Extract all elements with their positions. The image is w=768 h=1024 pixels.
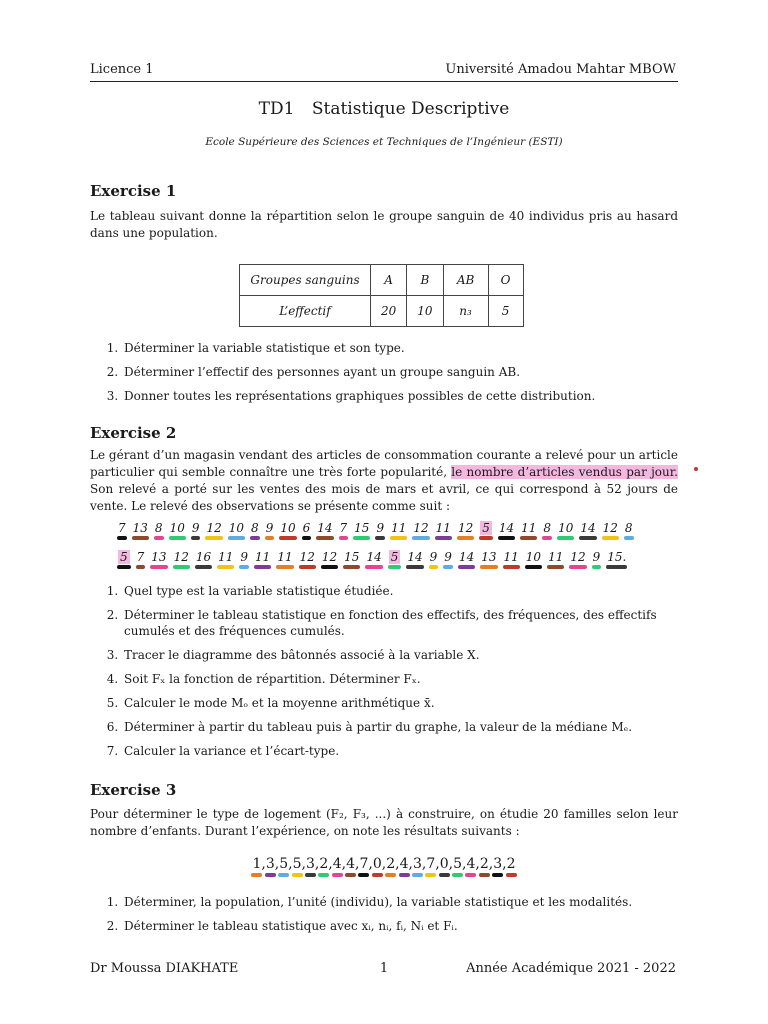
table-cell: A xyxy=(371,265,407,296)
observation-value: 12 xyxy=(413,521,429,535)
observation-value: 14 xyxy=(366,550,382,564)
observation-value: 7 xyxy=(339,521,348,535)
separator: , xyxy=(288,856,293,872)
table-cell: 20 xyxy=(371,296,407,327)
observation-value: 0 xyxy=(439,856,449,872)
observation-value: 12 xyxy=(206,521,222,535)
separator: , xyxy=(421,856,427,872)
observation-value: 14 xyxy=(580,521,596,535)
page-title xyxy=(0,99,768,119)
observation-value: 4 xyxy=(466,856,476,872)
separator: , xyxy=(488,856,494,872)
table-row-label: Groupes sanguins xyxy=(240,265,371,296)
footer-author: Dr Moussa DIAKHATE xyxy=(90,961,239,976)
observation-value: 5 xyxy=(482,521,490,535)
observation-value: 14 xyxy=(317,521,333,535)
separator: , xyxy=(448,856,454,872)
observation-value: 12 xyxy=(173,550,189,564)
list-item: 6. Déterminer à partir du tableau puis à partir du graphe, la valeur de la médiane Mₑ. xyxy=(122,719,700,735)
observation-value: 12 xyxy=(457,521,474,535)
exercise3-title: Exercise 3 xyxy=(90,781,177,799)
observation-value: 2 xyxy=(386,856,396,872)
observation-value: 9 xyxy=(592,550,601,564)
observation-value: 15 xyxy=(354,521,370,535)
observation-value: 5 xyxy=(292,856,302,872)
margin-dot xyxy=(694,467,698,471)
observation-value: 3 xyxy=(265,856,275,872)
observation-value: 5 xyxy=(453,856,463,872)
observation-value: 9 xyxy=(376,521,385,535)
separator: , xyxy=(435,856,440,872)
table-cell: n₃ xyxy=(443,296,488,327)
exercise3-questions xyxy=(100,894,700,942)
separator: , xyxy=(502,856,507,872)
observations-row-1 xyxy=(118,521,640,535)
title-code: TD1 xyxy=(258,99,295,119)
exercise1-title: Exercise 1 xyxy=(90,182,177,200)
observation-value: 5 xyxy=(390,550,399,564)
exercise2-questions xyxy=(100,583,700,767)
separator: , xyxy=(301,856,306,872)
observation-value: 11 xyxy=(391,521,407,535)
observation-value: 8 xyxy=(624,521,633,535)
intro-text: Le gérant d’un magasin vendant des articles de consommation courante a relevé pour un article particulier qui semble connaître une très forte popularité, xyxy=(90,448,678,479)
observation-value: 12 xyxy=(570,550,586,564)
table-cell: O xyxy=(488,265,523,296)
observation-value: 11 xyxy=(435,521,451,535)
observation-value: 4 xyxy=(399,856,409,872)
observation-value: 15. xyxy=(607,550,627,564)
observation-value: 7 xyxy=(118,521,126,535)
observation-value: 10 xyxy=(228,521,245,535)
observation-value: 10 xyxy=(280,521,296,535)
list-item: 7. Calculer la variance et l’écart-type. xyxy=(122,743,700,759)
observation-value: 9 xyxy=(429,550,438,564)
list-item: 1. Déterminer, la population, l’unité (individu), la variable statistique et les modalités. xyxy=(122,894,700,910)
list-item: 5. Calculer le mode Mₒ et la moyenne arithmétique x̄. xyxy=(122,695,700,711)
separator: , xyxy=(395,856,400,872)
observation-value: 4 xyxy=(346,856,356,872)
list-item: 2. Déterminer le tableau statistique en fonction des effectifs, des fréquences, des effectifs cumulés et des fréquences cumulés. xyxy=(122,607,700,639)
separator: , xyxy=(341,856,347,872)
observation-value: 11 xyxy=(255,550,271,564)
separator: , xyxy=(368,856,373,872)
observation-value: 7 xyxy=(426,856,436,872)
exercise2-title: Exercise 2 xyxy=(90,424,177,442)
observation-value: 3 xyxy=(412,856,422,872)
highlighted-text: le nombre d’articles vendus par jour. xyxy=(451,465,678,479)
observation-value: 3 xyxy=(493,856,503,872)
separator: , xyxy=(381,856,387,872)
observation-value: 4 xyxy=(332,856,342,872)
table-cell: 5 xyxy=(488,296,523,327)
intro-text: Son relevé a porté sur les ventes des mois de mars et avril, ce qui correspond à 52 jours de vente. Le relevé des observations se présente comme suit : xyxy=(90,482,678,513)
header-left: Licence 1 xyxy=(90,62,154,77)
page-subtitle: Ecole Supérieure des Sciences et Techniques de l’Ingénieur (ESTI) xyxy=(205,136,563,148)
observation-value: 11 xyxy=(218,550,234,564)
observation-value: 0 xyxy=(372,856,382,872)
observation-value: 5 xyxy=(120,550,128,564)
footer-page-number: 1 xyxy=(379,961,389,976)
observation-value: 13 xyxy=(481,550,497,564)
observation-value: 11 xyxy=(503,550,519,564)
observation-value: 9 xyxy=(444,550,452,564)
list-item: 1. Déterminer la variable statistique et son type. xyxy=(122,340,700,356)
header-rule xyxy=(90,81,678,82)
list-item: 3. Tracer le diagramme des bâtonnés associé à la variable X. xyxy=(122,647,700,663)
separator: , xyxy=(314,856,320,872)
observation-value: 2 xyxy=(479,856,489,872)
observation-value: 9 xyxy=(265,521,274,535)
list-item: 1. Quel type est la variable statistique étudiée. xyxy=(122,583,700,599)
observation-value: 2 xyxy=(506,856,516,872)
observation-value: 11 xyxy=(521,521,537,535)
observation-value: 9 xyxy=(240,550,249,564)
observation-value: 14 xyxy=(498,521,515,535)
blood-group-table xyxy=(239,264,524,327)
observation-value: 7 xyxy=(136,550,145,564)
title-name: Statistique Descriptive xyxy=(311,99,510,119)
observation-value: 12 xyxy=(602,521,618,535)
observation-value: 8 xyxy=(543,521,552,535)
observation-value: 9 xyxy=(191,521,200,535)
observation-value: 13 xyxy=(132,521,148,535)
observation-value: 14 xyxy=(407,550,423,564)
observation-value: 13 xyxy=(151,550,167,564)
separator: , xyxy=(261,856,266,872)
observation-value: 10 xyxy=(525,550,542,564)
table-cell: 10 xyxy=(407,296,443,327)
exercise1-intro: Le tableau suivant donne la répartition selon le groupe sanguin de 40 individus pris au hasard dans une population. xyxy=(90,209,678,240)
header-right: Université Amadou Mahtar MBOW xyxy=(445,62,676,77)
observation-value: 7 xyxy=(359,856,369,872)
observation-value: 1 xyxy=(252,856,262,872)
separator: , xyxy=(475,856,480,872)
separator: , xyxy=(355,856,360,872)
observation-value: 6 xyxy=(302,521,311,535)
observation-value: 8 xyxy=(154,521,163,535)
footer-academic-year: Année Académique 2021 - 2022 xyxy=(466,961,676,976)
observation-value: 11 xyxy=(548,550,564,564)
observation-value: 10 xyxy=(558,521,574,535)
separator: , xyxy=(408,856,413,872)
observations-row-2 xyxy=(118,550,633,564)
observation-value: 10 xyxy=(169,521,185,535)
table-row xyxy=(240,296,524,327)
observation-value: 12 xyxy=(321,550,338,564)
table-row xyxy=(240,265,524,296)
observation-value: 11 xyxy=(277,550,293,564)
table-row-label: L’effectif xyxy=(240,296,371,327)
separator: , xyxy=(462,856,467,872)
separator: , xyxy=(328,856,333,872)
observation-value: 12 xyxy=(299,550,315,564)
exercise2-intro xyxy=(90,447,678,515)
observation-value: 3 xyxy=(305,856,315,872)
observation-value: 2 xyxy=(319,856,329,872)
list-item: 4. Soit Fₓ la fonction de répartition. Déterminer Fₓ. xyxy=(122,671,700,687)
list-item: 2. Déterminer l’effectif des personnes ayant un groupe sanguin AB. xyxy=(122,364,700,380)
observation-value: 15 xyxy=(344,550,360,564)
exercise3-intro: Pour déterminer le type de logement (F₂, F₃, ...) à construire, on étudie 20 familles selon leur nombre d’enfants. Durant l’expérience, on note les résultats suivants : xyxy=(90,807,678,838)
observation-value: 5 xyxy=(279,856,289,872)
exercise3-observations xyxy=(0,856,768,872)
observation-value: 14 xyxy=(458,550,475,564)
separator: , xyxy=(274,856,280,872)
table-cell: AB xyxy=(443,265,488,296)
exercise1-questions xyxy=(100,340,700,412)
list-item: 2. Déterminer le tableau statistique avec xᵢ, nᵢ, fᵢ, Nᵢ et Fᵢ. xyxy=(122,918,700,934)
list-item: 3. Donner toutes les représentations graphiques possibles de cette distribution. xyxy=(122,388,700,404)
table-cell: B xyxy=(407,265,443,296)
observation-value: 16 xyxy=(195,550,212,564)
observation-value: 8 xyxy=(251,521,259,535)
